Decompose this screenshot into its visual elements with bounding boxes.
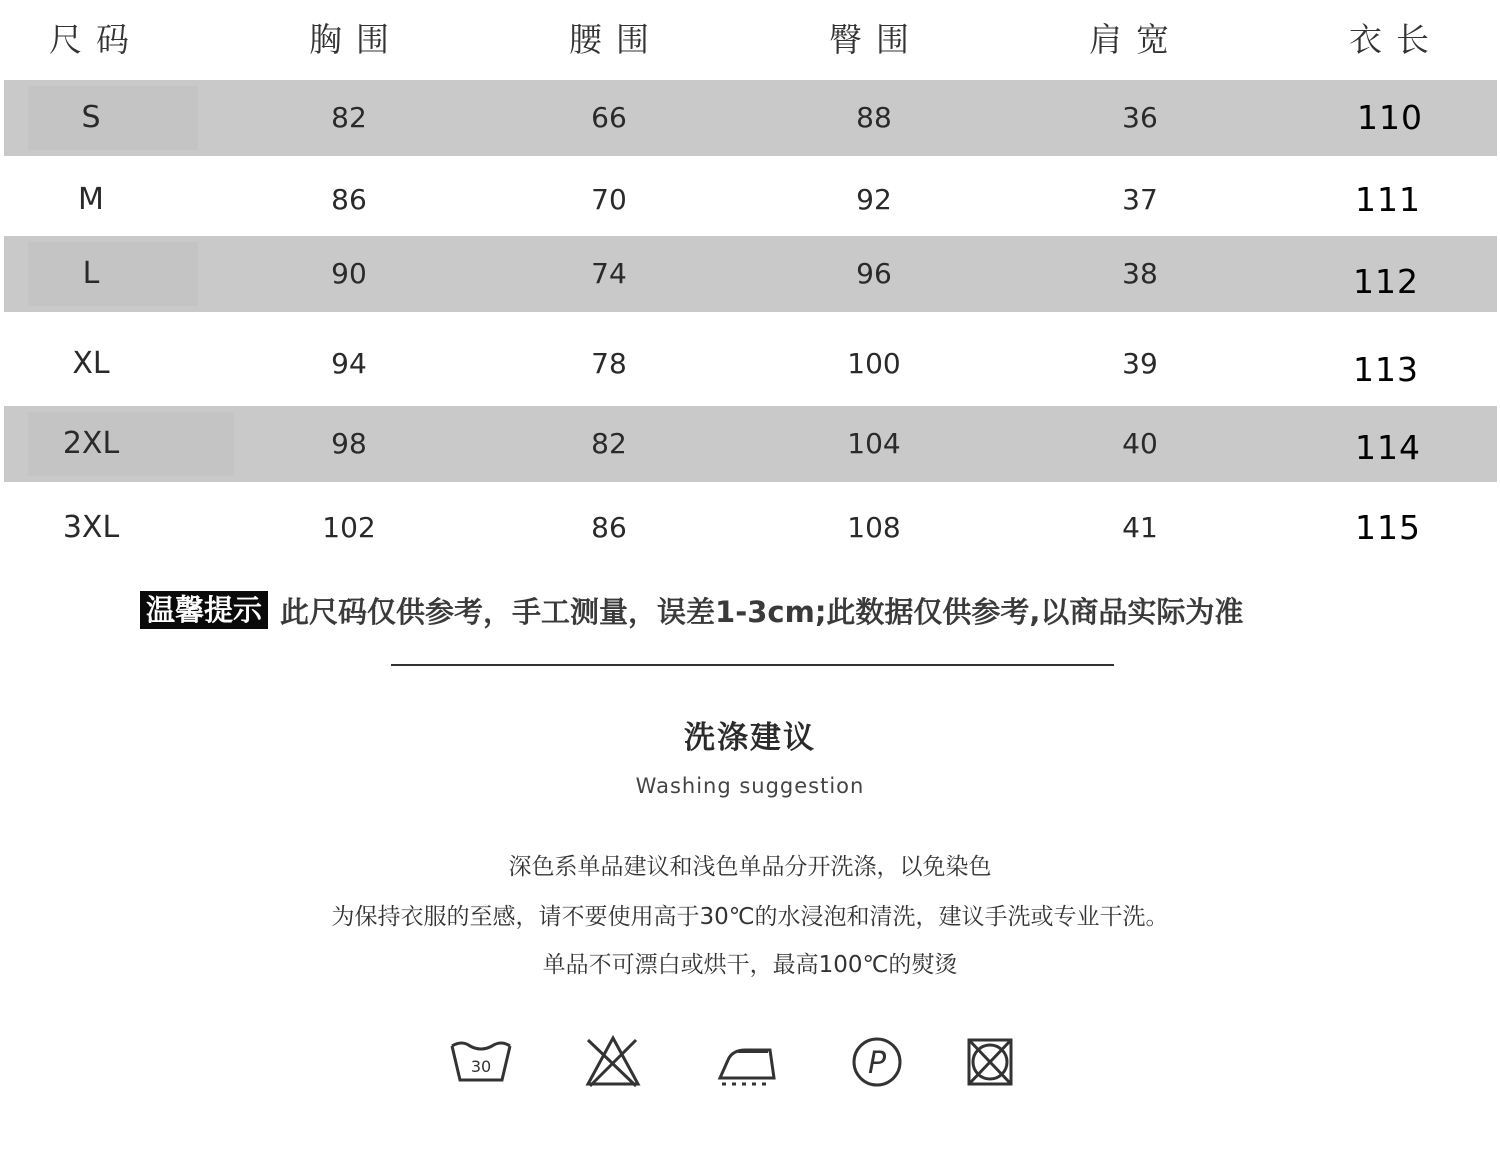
header-waist: 腰围 (569, 20, 663, 59)
hip-value: 92 (856, 183, 892, 216)
header-chest: 胸围 (309, 20, 403, 59)
hip-value: 100 (847, 347, 901, 380)
care-instruction-line: 为保持衣服的至感，请不要使用高于30℃的水浸泡和清洗，建议手洗或专业干洗。 (331, 904, 1169, 930)
table-row (4, 80, 1497, 156)
size-value: M (78, 182, 104, 217)
waist-value: 82 (591, 427, 627, 460)
length-value: 110 (1357, 98, 1423, 137)
shoulder-value: 40 (1122, 427, 1158, 460)
size-value: 2XL (62, 426, 120, 461)
table-row (4, 490, 1497, 566)
washing-title: 洗涤建议 (684, 720, 816, 756)
size-value: XL (72, 346, 110, 381)
tip-badge: 温馨提示 (140, 591, 268, 629)
chest-value: 94 (331, 347, 367, 380)
hip-value: 104 (847, 427, 901, 460)
chest-value: 86 (331, 183, 367, 216)
length-value: 113 (1353, 350, 1419, 389)
wash-30-icon (446, 1030, 516, 1094)
hip-value: 108 (847, 511, 901, 544)
length-value: 111 (1355, 180, 1421, 219)
dry-clean-label: P (867, 1046, 887, 1081)
shoulder-value: 36 (1122, 101, 1158, 134)
size-value: 3XL (62, 510, 120, 545)
waist-value: 86 (591, 511, 627, 544)
size-value: S (81, 100, 101, 135)
iron-icon (712, 1030, 782, 1094)
chest-value: 82 (331, 101, 367, 134)
header-hip: 臀围 (829, 20, 923, 59)
header-size: 尺码 (49, 20, 143, 59)
shoulder-value: 38 (1122, 257, 1158, 290)
tip-text: 此尺码仅供参考，手工测量，误差1-3cm;此数据仅供参考,以商品实际为准 (280, 594, 1244, 629)
chest-value: 90 (331, 257, 367, 290)
washing-subtitle: Washing suggestion (635, 774, 865, 798)
shoulder-value: 41 (1122, 511, 1158, 544)
wash-temp-label: 30 (470, 1057, 492, 1076)
size-table-header (0, 0, 1500, 78)
length-value: 114 (1355, 428, 1421, 467)
chest-value: 98 (331, 427, 367, 460)
no-bleach-icon (578, 1030, 648, 1094)
table-row (4, 406, 1497, 482)
care-instruction-line: 单品不可漂白或烘干，最高100℃的熨烫 (542, 952, 958, 978)
table-row (4, 236, 1497, 312)
size-tip (140, 589, 1243, 631)
size-value: L (82, 256, 100, 291)
care-instruction-line: 深色系单品建议和浅色单品分开洗涤，以免染色 (508, 854, 992, 880)
table-row (4, 162, 1497, 238)
hip-value: 88 (856, 101, 892, 134)
dry-clean-p-icon (842, 1030, 912, 1094)
waist-value: 74 (591, 257, 627, 290)
waist-value: 70 (591, 183, 627, 216)
length-value: 112 (1353, 262, 1419, 301)
chest-value: 102 (322, 511, 376, 544)
header-length: 衣长 (1349, 20, 1443, 59)
waist-value: 66 (591, 101, 627, 134)
no-tumble-dry-icon (956, 1030, 1026, 1094)
shoulder-value: 39 (1122, 347, 1158, 380)
section-divider (391, 664, 1114, 666)
table-row (4, 326, 1497, 402)
hip-value: 96 (856, 257, 892, 290)
shoulder-value: 37 (1122, 183, 1158, 216)
header-shoulder: 肩宽 (1089, 20, 1183, 59)
length-value: 115 (1355, 508, 1421, 547)
waist-value: 78 (591, 347, 627, 380)
